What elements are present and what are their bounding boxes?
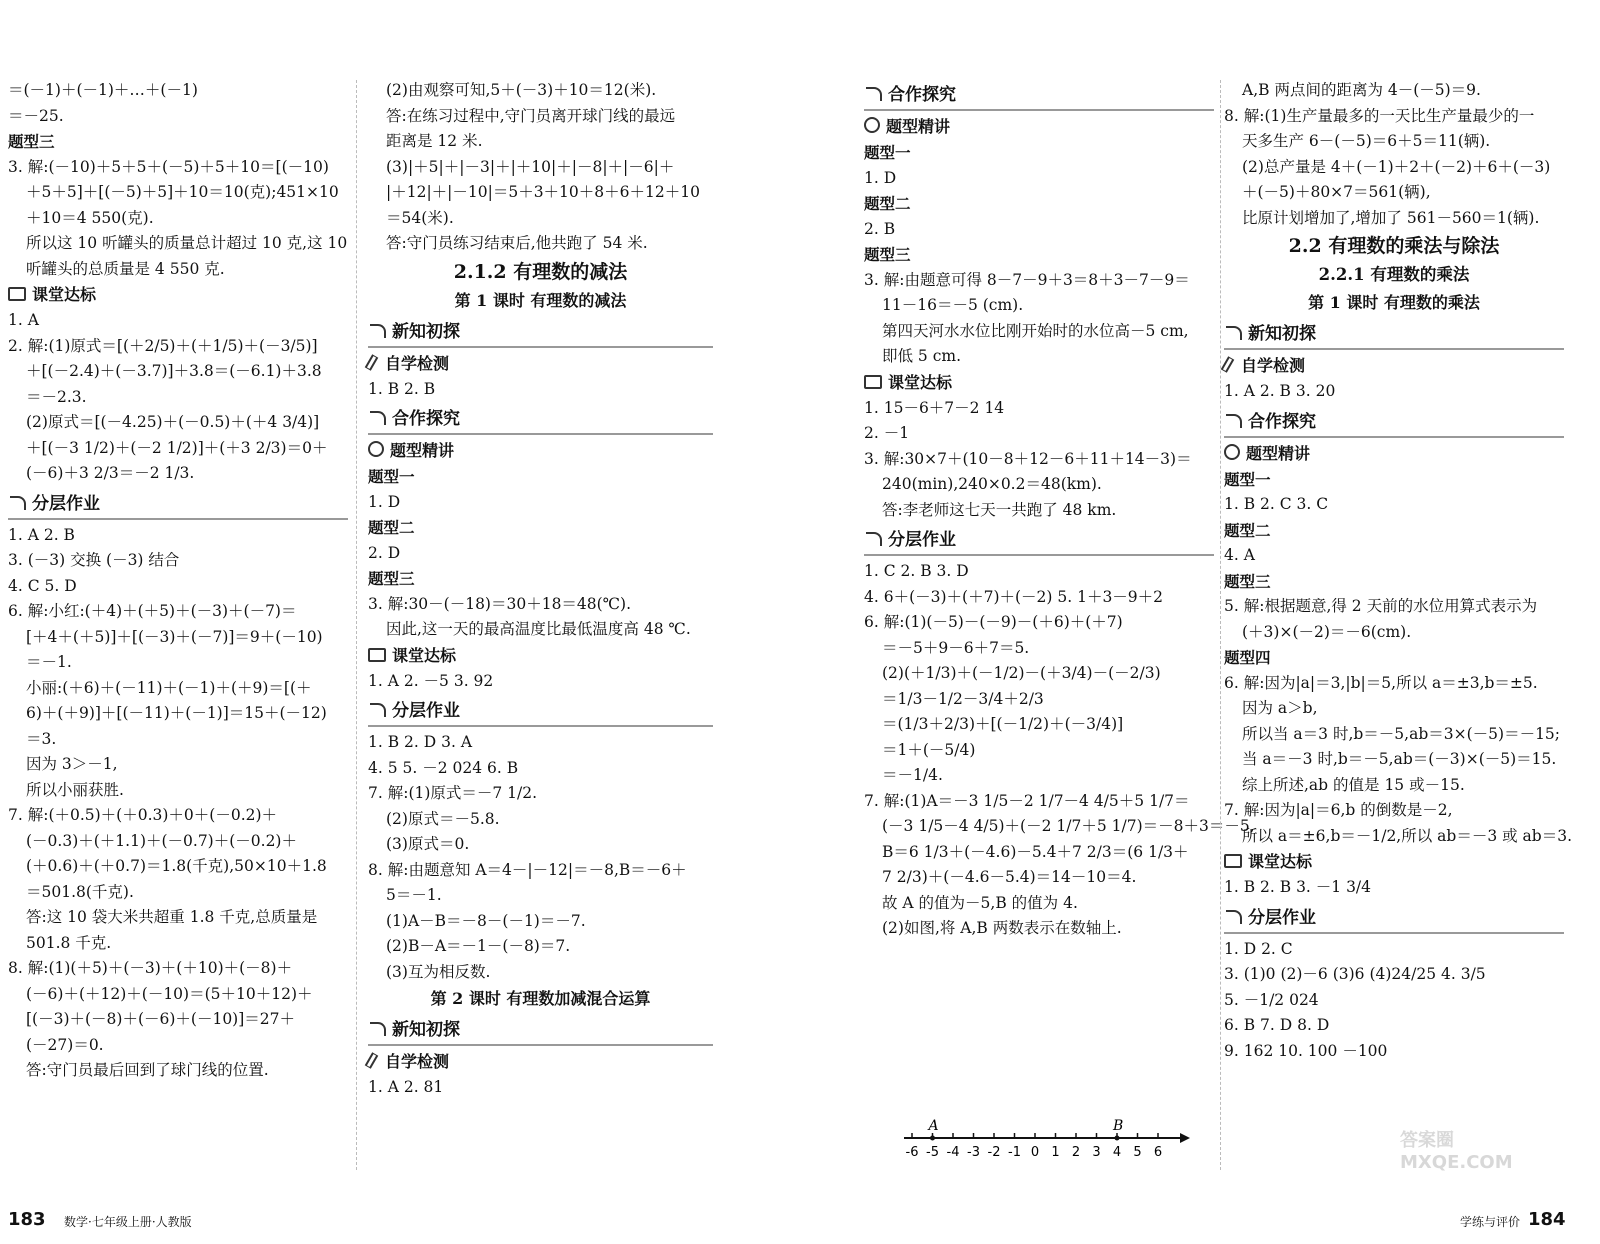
answer-line: 1. D (864, 168, 897, 187)
answer-line: 综上所述,ab 的值是 15 或－15. (1242, 775, 1465, 794)
right-page-column-2 (1224, 78, 1572, 1064)
answer-line: 8. 解:由题意知 A＝4－|－12|＝－8,B＝－6＋ (368, 860, 687, 879)
answer-line: 6. 解:小红:(＋4)＋(＋5)＋(－3)＋(－7)＝ (8, 602, 297, 620)
answer-line: ＝(1/3＋2/3)＋[(－1/2)＋(－3/4)] (882, 715, 1124, 733)
answer-line: 9. 162 10. 100 －100 (1224, 1041, 1388, 1060)
number-line-tick-label: 2 (1071, 1145, 1081, 1160)
section-label: 课堂达标 (32, 285, 97, 304)
answer-line: (1)A－B＝－8－(－1)＝－7. (386, 911, 586, 930)
left-page-column-2 (368, 78, 713, 1101)
section-tag (1224, 441, 1564, 467)
answer-line: 1. 15－6＋7－2 14 (864, 398, 1005, 417)
section-label: 自学检测 (385, 353, 450, 373)
section-label: 分层作业 (1248, 907, 1316, 928)
section-tag (1224, 353, 1564, 379)
answer-line: (－0.3)＋(＋1.1)＋(－0.7)＋(－0.2)＋ (26, 831, 297, 850)
answer-line: 240(min),240×0.2＝48(km). (882, 475, 1102, 493)
section-label: 分层作业 (888, 530, 956, 550)
section-label: 合作探究 (392, 409, 460, 429)
number-line-tick-label: 3 (1092, 1145, 1101, 1160)
answer-line: (2)总产量是 4＋(－1)＋2＋(－2)＋6＋(－3) (1242, 157, 1551, 176)
answer-line: [(－3)＋(－8)＋(－6)＋(－10)]＝27＋ (26, 1010, 296, 1028)
question-type-heading: 题型三 (864, 245, 911, 264)
answer-line: ＋[(－3 1/2)＋(－2 1/2)]＋(＋3 2/3)＝0＋ (26, 438, 328, 457)
answer-line: (3)|＋5|＋|－3|＋|＋10|＋|－8|＋|－6|＋ (386, 157, 675, 176)
answer-line: 4. 6＋(－3)＋(＋7)＋(－2) 5. 1＋3－9＋2 (864, 587, 1164, 606)
answer-line: (－6)＋3 2/3＝－2 1/3. (26, 464, 195, 482)
answer-line: 1. B 2. B 3. －1 3/4 (1224, 878, 1372, 896)
section-label: 合作探究 (888, 85, 956, 105)
section-label: 题型精讲 (390, 441, 455, 460)
column-divider (1220, 80, 1221, 1170)
number-line-arrow (1180, 1133, 1190, 1143)
section-banner (8, 490, 348, 520)
refresh-icon (370, 703, 386, 717)
section-tag (864, 370, 1214, 396)
answer-line: 3. (1)0 (2)－6 (3)6 (4)24/25 4. 3/5 (1224, 965, 1486, 983)
number-line-tick-label: 5 (1133, 1145, 1142, 1160)
answer-line: 所以小丽获胜. (26, 780, 124, 799)
page-footer: 学练与评价 (1460, 1215, 1521, 1229)
answer-line: (＋0.6)＋(＋0.7)＝1.8(千克),50×10＋1.8 (26, 857, 327, 875)
number-line-tick-label: -2 (987, 1145, 1001, 1160)
section-banner (368, 318, 713, 348)
answer-line: 答:这 10 袋大米共超重 1.8 千克,总质量是 (26, 908, 318, 926)
page-number: 184 (1528, 1209, 1566, 1230)
answer-line: (2)原式＝－5.8. (386, 809, 500, 828)
section-tag (368, 1049, 713, 1075)
pencil-icon (365, 1052, 379, 1068)
refresh-icon (866, 532, 882, 546)
section-label: 课堂达标 (392, 645, 457, 665)
answer-line: 1. C 2. B 3. D (864, 562, 969, 580)
section-tag (368, 351, 713, 377)
answer-line: 距离是 12 米. (386, 132, 483, 150)
book-icon (8, 287, 26, 301)
pencil-icon (365, 354, 379, 370)
section-label: 题型精讲 (886, 117, 951, 136)
answer-line: 7. 解:(1)A＝－3 1/5－2 1/7－4 4/5＋5 1/7＝ (864, 791, 1190, 810)
answer-line: A,B 两点间的距离为 4－(－5)＝9. (1242, 81, 1481, 99)
answer-line: 1. A 2. B 3. 20 (1224, 382, 1336, 400)
answer-line: (－6)＋(＋12)＋(－10)＝(5＋10＋12)＋ (26, 984, 313, 1003)
answer-line: 3. 解:由题意可得 8－7－9＋3＝8＋3－7－9＝ (864, 270, 1190, 289)
section-label: 课堂达标 (1248, 852, 1313, 871)
point-b-label: B (1113, 1118, 1124, 1134)
answer-line: ＝3. (26, 729, 57, 748)
question-type-heading: 题型一 (864, 143, 911, 162)
lesson-heading: 第 2 课时 有理数加减混合运算 (430, 989, 651, 1008)
number-line-tick-label: -3 (967, 1145, 980, 1160)
page-footer: 数学·七年级上册·人教版 (64, 1215, 192, 1229)
section-label: 合作探究 (1248, 411, 1316, 432)
section-heading: 2.2 有理数的乘法与除法 (1288, 235, 1500, 257)
answer-line: ＋[(－2.4)＋(－3.7)]＋3.8＝(－6.1)＋3.8 (26, 362, 322, 380)
section-heading: 2.2.1 有理数的乘法 (1318, 265, 1470, 284)
refresh-icon (370, 1022, 386, 1036)
answer-line: 6. 解:因为|a|＝3,|b|＝5,所以 a＝±3,b＝±5. (1224, 673, 1538, 692)
answer-line: ＝501.8(千克). (26, 882, 134, 901)
section-label: 自学检测 (1241, 356, 1306, 375)
answer-line: 因为 a＞b, (1242, 699, 1318, 717)
answer-line: 4. 5 5. －2 024 6. B (368, 758, 519, 777)
answer-line: (－27)＝0. (26, 1035, 104, 1054)
section-label: 自学检测 (385, 1052, 450, 1071)
section-tag (368, 643, 713, 669)
answer-line: 3. 解:30×7＋(10－8＋12－6＋11＋14－3)＝ (864, 449, 1192, 468)
section-banner (1224, 408, 1564, 438)
answer-line: (2)B－A＝－1－(－8)＝7. (386, 937, 571, 955)
pencil-icon (1221, 356, 1235, 372)
answer-line: 6. B 7. D 8. D (1224, 1016, 1330, 1034)
answer-line: 3. (－3) 交换 (－3) 结合 (8, 551, 180, 569)
section-banner (368, 1016, 713, 1046)
answer-line: 1. A 2. B (8, 525, 75, 544)
answer-line: 6)＋(＋9)]＋[(－11)＋(－1)]＝15＋(－12) (26, 704, 327, 722)
book-icon (864, 375, 882, 389)
answer-line: (3)原式＝0. (386, 835, 470, 853)
section-banner (1224, 904, 1564, 934)
answer-line: 7. 解:因为|a|＝6,b 的倒数是－2, (1224, 801, 1453, 819)
answer-line: ＝1＋(－5/4) (882, 740, 976, 759)
answer-line: 当 a＝－3 时,b＝－5,ab＝(－3)×(－5)＝15. (1242, 750, 1557, 768)
question-type-heading: 题型三 (1224, 571, 1271, 591)
answer-line: 1. B 2. B (368, 379, 436, 398)
section-label: 题型精讲 (1246, 443, 1311, 463)
number-line (900, 1116, 1190, 1170)
question-type-heading: 题型二 (1224, 520, 1271, 540)
number-line-tick-label: 4 (1112, 1145, 1122, 1160)
answer-line: 因此,这一天的最高温度比最低温度高 48 ℃. (386, 620, 691, 638)
answer-line: 因为 3＞－1, (26, 755, 118, 773)
answer-line: 故 A 的值为－5,B 的值为 4. (882, 893, 1078, 912)
answer-line: 1. D 2. C (1224, 939, 1293, 958)
answer-line: 2. D (368, 543, 401, 562)
answer-line: 答:守门员最后回到了球门线的位置. (26, 1061, 269, 1079)
book-icon (1224, 854, 1242, 868)
refresh-icon (370, 324, 386, 338)
answer-line: 6. 解:(1)(－5)－(－9)－(＋6)＋(＋7) (864, 613, 1123, 631)
answer-line: ＝－25. (8, 106, 64, 125)
answer-line: 1. A (8, 311, 39, 329)
number-line-tick-label: -5 (926, 1145, 939, 1160)
answer-line: ＝－2.3. (26, 387, 87, 406)
answer-line: 答:在练习过程中,守门员离开球门线的最远 (386, 106, 676, 125)
refresh-icon (1226, 910, 1242, 924)
answer-line: 7 2/3)＋(－4.6－5.4)＝14－10＝4. (882, 868, 1137, 886)
section-banner (1224, 320, 1564, 350)
refresh-icon (1224, 444, 1240, 460)
answer-line: 1. A 2. －5 3. 92 (368, 671, 494, 690)
question-type-heading: 题型三 (368, 569, 415, 588)
left-page-column-1 (8, 78, 348, 1084)
book-icon (368, 648, 386, 662)
answer-line: (＋3)×(－2)＝－6(cm). (1242, 622, 1412, 641)
answer-line: 比原计划增加了,增加了 561－560＝1(辆). (1242, 208, 1540, 227)
section-banner (368, 405, 713, 435)
answer-line: 1. D (368, 492, 401, 511)
section-banner (368, 697, 713, 727)
answer-line: 3. 解:30－(－18)＝30＋18＝48(℃). (368, 594, 632, 613)
refresh-icon (1226, 326, 1242, 340)
section-tag (8, 282, 348, 308)
section-banner (864, 526, 1214, 556)
answer-line: 1. A 2. 81 (368, 1078, 444, 1096)
right-page (800, 0, 1600, 1244)
number-line-tick-label: 0 (1030, 1145, 1040, 1160)
section-label: 新知初探 (392, 1020, 460, 1040)
answer-line: 小丽:(＋6)＋(－11)＋(－1)＋(＋9)＝[(＋ (26, 678, 312, 697)
point-a-label: A (928, 1118, 939, 1134)
section-label: 新知初探 (1248, 324, 1316, 344)
refresh-icon (864, 117, 880, 133)
answer-line: 7. 解:(＋0.5)＋(＋0.3)＋0＋(－0.2)＋ (8, 806, 278, 824)
question-type-heading: 题型二 (368, 518, 415, 537)
answer-line: 答:李老师这七天一共跑了 48 km. (882, 500, 1117, 519)
section-heading: 2.1.2 有理数的减法 (453, 260, 628, 283)
section-label: 课堂达标 (888, 372, 953, 392)
answer-line: 答:守门员练习结束后,他共跑了 54 米. (386, 234, 648, 252)
answer-line: ＝1/3－1/2－3/4＋2/3 (882, 689, 1044, 708)
section-tag (864, 114, 1214, 140)
answer-line: 4. C 5. D (8, 576, 77, 595)
section-label: 分层作业 (32, 493, 100, 514)
answer-line: 8. 解:(1)(＋5)＋(－3)＋(＋10)＋(－8)＋ (8, 959, 293, 977)
answer-line: 2. 解:(1)原式＝[(＋2/5)＋(＋1/5)＋(－3/5)] (8, 336, 318, 355)
answer-line: 1. B 2. C 3. C (1224, 495, 1329, 513)
section-label: 分层作业 (392, 701, 460, 721)
number-line-point (1115, 1136, 1120, 1141)
answer-line: 5. －1/2 024 (1224, 990, 1319, 1009)
answer-line: 4. A (1224, 546, 1255, 564)
answer-line: 3. 解:(－10)＋5＋5＋(－5)＋5＋10＝[(－10) (8, 157, 329, 176)
answer-line: (2)如图,将 A,B 两数表示在数轴上. (882, 919, 1122, 937)
question-type-heading: 题型一 (1224, 469, 1271, 489)
answer-line: 7. 解:(1)原式＝－7 1/2. (368, 784, 538, 802)
refresh-icon (370, 411, 386, 425)
answer-line: 所以这 10 听罐头的质量总计超过 10 克,这 10 (26, 234, 348, 252)
refresh-icon (368, 441, 384, 457)
answer-line: ＋(－5)＋80×7＝561(辆), (1242, 183, 1431, 201)
question-type-heading: 题型二 (864, 194, 911, 213)
lesson-heading: 第 1 课时 有理数的减法 (454, 290, 627, 310)
number-line-tick-label: -4 (946, 1145, 960, 1160)
answer-line: 1. B 2. D 3. A (368, 733, 473, 751)
answer-line: 5＝－1. (386, 886, 442, 904)
answer-line: ＝(－1)＋(－1)＋…＋(－1) (8, 81, 198, 99)
answer-line: ＝－1/4. (882, 766, 943, 784)
answer-line: 11－16＝－5 (cm). (882, 296, 1024, 314)
answer-line: ＝54(米). (386, 208, 454, 227)
number-line-tick-label: -1 (1008, 1145, 1021, 1160)
answer-line: 2. B (864, 219, 896, 238)
answer-line: (2)原式＝[(－4.25)＋(－0.5)＋(＋4 3/4)] (26, 413, 320, 431)
question-type-heading: 题型四 (1224, 648, 1271, 667)
page-number: 183 (8, 1209, 46, 1230)
number-line-tick-label: 6 (1153, 1145, 1163, 1160)
number-line-tick-label: 1 (1051, 1145, 1060, 1160)
refresh-icon (866, 87, 882, 101)
section-banner (864, 81, 1214, 111)
refresh-icon (10, 496, 26, 510)
answer-line: 听罐头的总质量是 4 550 克. (26, 259, 225, 278)
answer-line: [＋4＋(＋5)]＋[(－3)＋(－7)]＝9＋(－10) (26, 627, 323, 646)
answer-line: 所以当 a＝3 时,b＝－5,ab＝3×(－5)＝－15; (1242, 724, 1561, 743)
section-label: 新知初探 (392, 321, 460, 342)
answer-line: ＋5＋5]＋[(－5)＋5]＋10＝10(克);451×10 (26, 183, 339, 201)
question-type-heading: 题型三 (8, 132, 55, 151)
answer-line: 5. 解:根据题意,得 2 天前的水位用算式表示为 (1224, 597, 1538, 615)
answer-line: (2)由观察可知,5＋(－3)＋10＝12(米). (386, 81, 657, 99)
section-tag (1224, 849, 1564, 875)
watermark: 答案圈 MXQE.COM (1400, 1130, 1513, 1173)
answer-line: 即低 5 cm. (882, 347, 962, 365)
answer-line: 8. 解:(1)生产量最多的一天比生产量最少的一 (1224, 106, 1535, 125)
answer-line: ＝－5＋9－6＋7＝5. (882, 638, 1030, 657)
answer-line: 天多生产 6－(－5)＝6＋5＝11(辆). (1242, 132, 1491, 150)
answer-line: (－3 1/5－4 4/5)＋(－2 1/7＋5 1/7)＝－8＋3＝－5, (882, 817, 1255, 835)
answer-line: (2)(＋1/3)＋(－1/2)－(＋3/4)－(－2/3) (882, 664, 1161, 682)
answer-line: (3)互为相反数. (386, 962, 491, 981)
lesson-heading: 第 1 课时 有理数的乘法 (1308, 293, 1480, 312)
answer-line: B＝6 1/3＋(－4.6)－5.4＋7 2/3＝(6 1/3＋ (882, 842, 1189, 861)
refresh-icon (1226, 414, 1242, 428)
number-line-point (930, 1136, 935, 1141)
answer-line: |＋12|＋|－10|＝5＋3＋10＋8＋6＋12＋10 (386, 183, 700, 201)
section-tag (368, 438, 713, 464)
answer-line: ＋10＝4 550(克). (26, 208, 154, 227)
number-line-tick-label: -6 (905, 1145, 919, 1160)
answer-line: 第四天河水水位比刚开始时的水位高－5 cm, (882, 321, 1189, 340)
column-divider (356, 80, 357, 1170)
answer-line: 2. －1 (864, 424, 910, 442)
question-type-heading: 题型一 (368, 467, 415, 486)
answer-line: 所以 a＝±6,b＝－1/2,所以 ab＝－3 或 ab＝3. (1242, 826, 1572, 845)
answer-line: 501.8 千克. (26, 933, 112, 952)
answer-line: ＝－1. (26, 653, 72, 671)
